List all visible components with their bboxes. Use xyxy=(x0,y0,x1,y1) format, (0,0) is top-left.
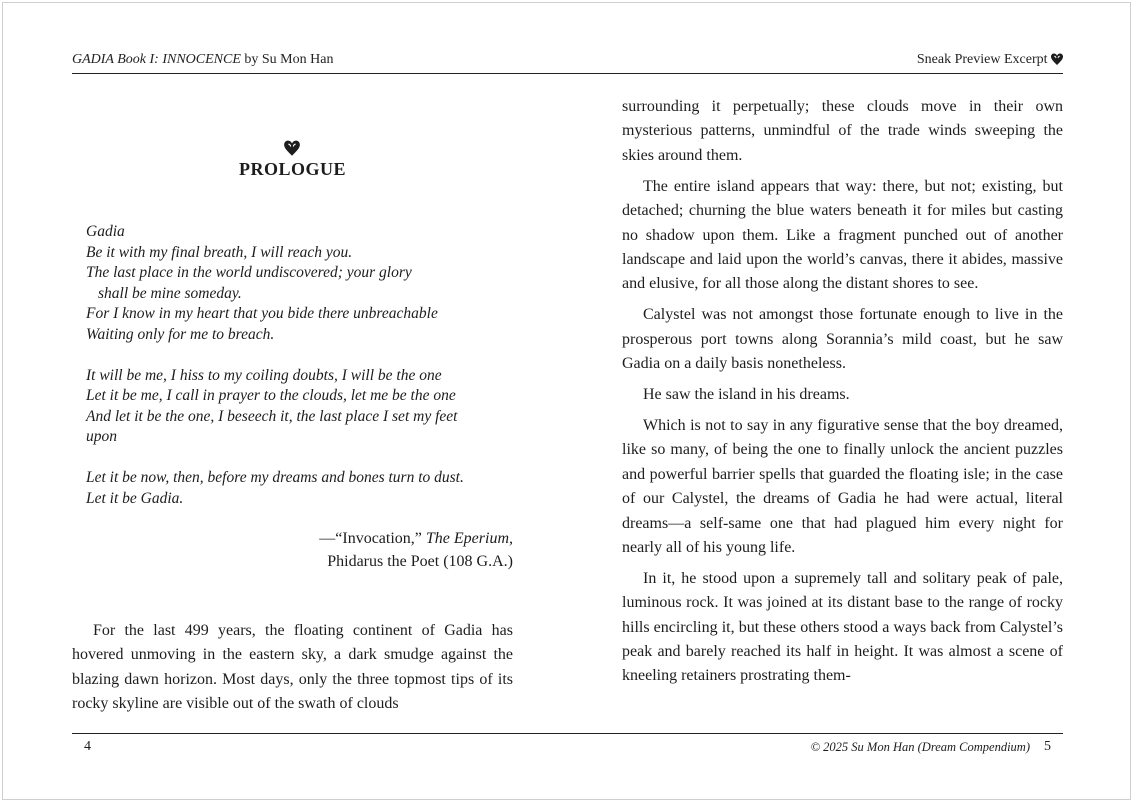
poem-line: Be it with my final breath, I will reach you. xyxy=(86,243,353,261)
body-paragraph: Which is not to say in any figurative sense that the boy dreamed, like so many, of being the one to finally unlock the ancient puzzles and powerful barrier spells that guarded the floating isle; in the case of our Calystel, the dreams of Gadia he had were actual, literal dreams—a self-same one that had plagued him every night for nearly all of his young life. xyxy=(622,416,1063,556)
poem-line: Waiting only for me to breach. xyxy=(86,325,275,343)
poem-line: It will be me, I hiss to my coiling doubts, I will be the one xyxy=(86,366,442,384)
page-number-left: 4 xyxy=(84,739,91,754)
epigraph-attribution xyxy=(319,527,513,573)
author-byline: by Su Mon Han xyxy=(244,52,334,67)
poem-line: shall be mine someday. xyxy=(98,284,242,302)
body-paragraph: The entire island appears that way: there, but not; existing, but detached; churning the blue waters beneath it for miles but casting no shadow upon them. Like a fragment punched out of another landscape and laid upon the world’s canvas, there it abides, massive and elusive, for all those along the distant shores to see. xyxy=(622,177,1063,293)
poem-line: The last place in the world undiscovered; your glory xyxy=(86,264,412,281)
header-rule xyxy=(72,73,1063,74)
attribution-poet: Phidarus the Poet (108 G.A.) xyxy=(327,553,513,570)
right-body-column xyxy=(622,95,1063,695)
poem-line: For I know in my heart that you bide there unbreachable xyxy=(86,305,438,322)
section-title: PROLOGUE xyxy=(238,159,346,179)
body-paragraph: surrounding it perpetually; these clouds move in their own mysterious patterns, unmindful of the trade winds sweeping the skies around them. xyxy=(622,98,1063,164)
body-paragraph: Calystel was not amongst those fortunate enough to live in the prosperous port towns along Sorannia’s mild coast, but he saw Gadia on a daily basis nonetheless. xyxy=(622,306,1063,373)
book-title: GADIA Book I: INNOCENCE xyxy=(72,52,241,67)
copyright-notice: © 2025 Su Mon Han (Dream Compendium) xyxy=(810,740,1030,754)
body-paragraph: He saw the island in his dreams. xyxy=(643,385,850,403)
attribution-work: The Eperium, xyxy=(425,530,513,547)
running-header-left xyxy=(72,51,333,69)
poem-line: And let it be the one, I beseech it, the last place I set my feet xyxy=(86,407,458,425)
poem-line: Let it be Gadia. xyxy=(86,489,184,507)
attribution-quote: —“Invocation,” xyxy=(319,530,422,547)
epigraph-poem xyxy=(86,222,516,509)
poem-line: Let it be me, I call in prayer to the clouds, let me be the one xyxy=(86,387,456,404)
poem-line: Gadia xyxy=(86,223,125,240)
heart-ornament-icon xyxy=(1051,53,1063,66)
footer-rule xyxy=(72,733,1063,734)
body-paragraph: For the last 499 years, the floating continent of Gadia has hovered unmoving in the eastern sky, a dark smudge against the blazing dawn horizon. Most days, only the three topmost tips of its rocky skyline are visible out of the swath of clouds xyxy=(72,622,513,713)
running-header-right xyxy=(917,51,1063,69)
body-paragraph: In it, he stood upon a supremely tall and solitary peak of pale, luminous rock. It was joined at its distant base to the range of rocky hills encircling it, but these others stood a ways back from Calystel’s peak and barely reached its half in height. It was almost a scene of kneeling retainers prostrating them- xyxy=(622,569,1063,685)
sneak-preview-label: Sneak Preview Excerpt xyxy=(916,52,1048,67)
page-number-right: 5 xyxy=(1044,739,1051,754)
poem-line: Let it be now, then, before my dreams and bones turn to dust. xyxy=(86,469,464,486)
left-body-column xyxy=(72,619,513,717)
poem-line: upon xyxy=(86,428,117,445)
